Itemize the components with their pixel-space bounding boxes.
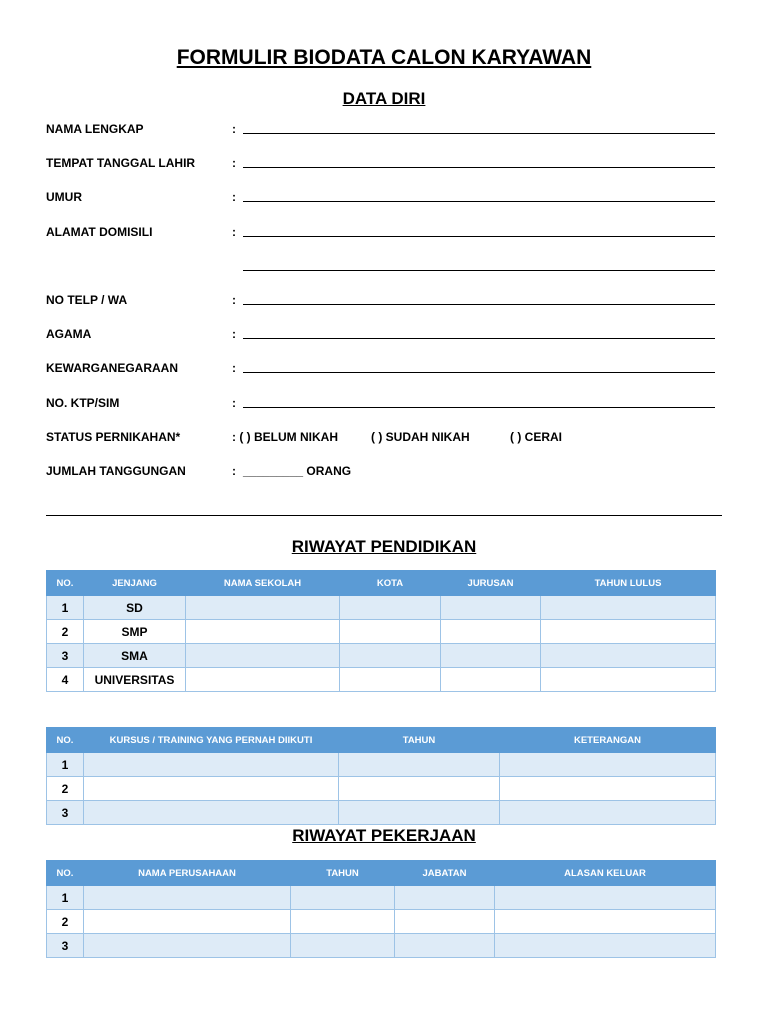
row-number: 1 bbox=[47, 596, 84, 620]
field-colon: : bbox=[232, 225, 236, 239]
cell-tahun-lulus[interactable] bbox=[541, 668, 716, 692]
cell-nama-perusahaan[interactable] bbox=[84, 886, 291, 910]
field-label-ttl: TEMPAT TANGGAL LAHIR bbox=[46, 156, 196, 170]
pekerjaan-table bbox=[46, 860, 716, 958]
cell-jabatan[interactable] bbox=[395, 886, 495, 910]
field-label-tanggungan: JUMLAH TANGGUNGAN bbox=[46, 464, 186, 478]
cell-alasan-keluar[interactable] bbox=[495, 934, 716, 958]
cell-nama-sekolah[interactable] bbox=[186, 644, 340, 668]
row-jenjang: SD bbox=[84, 596, 186, 620]
table-row bbox=[47, 620, 716, 644]
field-label-telp: NO TELP / WA bbox=[46, 293, 128, 307]
kursus-table bbox=[46, 727, 716, 825]
row-jenjang: SMP bbox=[84, 620, 186, 644]
cell-tahun[interactable] bbox=[291, 934, 395, 958]
field-line-nama[interactable] bbox=[243, 133, 715, 134]
cell-tahun[interactable] bbox=[339, 777, 500, 801]
header-jurusan: JURUSAN bbox=[441, 571, 541, 596]
field-line-ktp[interactable] bbox=[243, 407, 715, 408]
section-title-data-diri: DATA DIRI bbox=[342, 89, 426, 108]
row-jenjang: SMA bbox=[84, 644, 186, 668]
cell-jurusan[interactable] bbox=[441, 644, 541, 668]
row-number: 3 bbox=[47, 934, 84, 958]
pendidikan-table bbox=[46, 570, 716, 692]
row-number: 3 bbox=[47, 801, 84, 825]
table-row bbox=[47, 910, 716, 934]
row-number: 3 bbox=[47, 644, 84, 668]
cell-jabatan[interactable] bbox=[395, 934, 495, 958]
cell-kota[interactable] bbox=[340, 668, 441, 692]
field-colon: : bbox=[232, 122, 236, 136]
header-no: NO. bbox=[47, 728, 84, 753]
field-colon: : bbox=[232, 361, 236, 375]
field-colon: : bbox=[232, 464, 236, 478]
cell-kota[interactable] bbox=[340, 620, 441, 644]
field-label-nama: NAMA LENGKAP bbox=[46, 122, 144, 136]
row-number: 2 bbox=[47, 777, 84, 801]
header-no: NO. bbox=[47, 571, 84, 596]
table-row bbox=[47, 596, 716, 620]
field-colon: : bbox=[232, 327, 236, 341]
table-row bbox=[47, 668, 716, 692]
header-kursus: KURSUS / TRAINING YANG PERNAH DIIKUTI bbox=[84, 728, 339, 753]
cell-nama-perusahaan[interactable] bbox=[84, 934, 291, 958]
cell-keterangan[interactable] bbox=[500, 753, 716, 777]
cell-nama-perusahaan[interactable] bbox=[84, 910, 291, 934]
cell-kursus[interactable] bbox=[84, 753, 339, 777]
section-title-pendidikan: RIWAYAT PENDIDIKAN bbox=[291, 537, 477, 556]
cell-kursus[interactable] bbox=[84, 777, 339, 801]
field-label-alamat: ALAMAT DOMISILI bbox=[46, 225, 153, 239]
header-jenjang: JENJANG bbox=[84, 571, 186, 596]
status-option-belum-nikah[interactable]: : ( ) BELUM NIKAH bbox=[232, 430, 338, 444]
cell-jurusan[interactable] bbox=[441, 668, 541, 692]
field-label-umur: UMUR bbox=[46, 190, 82, 204]
header-tahun-lulus: TAHUN LULUS bbox=[541, 571, 716, 596]
row-number: 4 bbox=[47, 668, 84, 692]
row-jenjang: UNIVERSITAS bbox=[84, 668, 186, 692]
cell-tahun-lulus[interactable] bbox=[541, 620, 716, 644]
cell-nama-sekolah[interactable] bbox=[186, 620, 340, 644]
table-row bbox=[47, 886, 716, 910]
row-number: 1 bbox=[47, 753, 84, 777]
field-line-umur[interactable] bbox=[243, 201, 715, 202]
cell-tahun[interactable] bbox=[339, 753, 500, 777]
cell-tahun[interactable] bbox=[291, 886, 395, 910]
table-row bbox=[47, 753, 716, 777]
cell-jurusan[interactable] bbox=[441, 620, 541, 644]
field-line-alamat-1[interactable] bbox=[243, 236, 715, 237]
field-colon: : bbox=[232, 396, 236, 410]
field-label-status: STATUS PERNIKAHAN* bbox=[46, 430, 181, 444]
cell-nama-sekolah[interactable] bbox=[186, 668, 340, 692]
cell-kota[interactable] bbox=[340, 596, 441, 620]
header-tahun: TAHUN bbox=[291, 861, 395, 886]
header-keterangan: KETERANGAN bbox=[500, 728, 716, 753]
header-alasan-keluar: ALASAN KELUAR bbox=[495, 861, 716, 886]
table-row bbox=[47, 801, 716, 825]
cell-alasan-keluar[interactable] bbox=[495, 886, 716, 910]
cell-keterangan[interactable] bbox=[500, 801, 716, 825]
form-title: FORMULIR BIODATA CALON KARYAWAN bbox=[176, 46, 592, 69]
field-label-ktp: NO. KTP/SIM bbox=[46, 396, 120, 410]
header-no: NO. bbox=[47, 861, 84, 886]
field-line-ttl[interactable] bbox=[243, 167, 715, 168]
row-number: 1 bbox=[47, 886, 84, 910]
header-kota: KOTA bbox=[340, 571, 441, 596]
header-nama-perusahaan: NAMA PERUSAHAAN bbox=[84, 861, 291, 886]
field-line-telp[interactable] bbox=[243, 304, 715, 305]
cell-kursus[interactable] bbox=[84, 801, 339, 825]
cell-nama-sekolah[interactable] bbox=[186, 596, 340, 620]
tanggungan-value[interactable]: _________ ORANG bbox=[243, 464, 352, 478]
cell-tahun-lulus[interactable] bbox=[541, 644, 716, 668]
section-divider bbox=[46, 515, 722, 516]
row-number: 2 bbox=[47, 910, 84, 934]
cell-tahun[interactable] bbox=[339, 801, 500, 825]
cell-alasan-keluar[interactable] bbox=[495, 910, 716, 934]
cell-kota[interactable] bbox=[340, 644, 441, 668]
cell-tahun[interactable] bbox=[291, 910, 395, 934]
status-option-cerai[interactable]: ( ) CERAI bbox=[510, 430, 562, 444]
field-line-alamat-2[interactable] bbox=[243, 270, 715, 271]
cell-jurusan[interactable] bbox=[441, 596, 541, 620]
field-label-kewarganegaraan: KEWARGANEGARAAN bbox=[46, 361, 178, 375]
field-label-agama: AGAMA bbox=[46, 327, 92, 341]
header-jabatan: JABATAN bbox=[395, 861, 495, 886]
cell-tahun-lulus[interactable] bbox=[541, 596, 716, 620]
table-row bbox=[47, 777, 716, 801]
section-title-pekerjaan: RIWAYAT PEKERJAAN bbox=[292, 826, 476, 845]
status-option-sudah-nikah[interactable]: ( ) SUDAH NIKAH bbox=[371, 430, 470, 444]
field-colon: : bbox=[232, 190, 236, 204]
table-row bbox=[47, 644, 716, 668]
field-line-agama[interactable] bbox=[243, 338, 715, 339]
header-tahun: TAHUN bbox=[339, 728, 500, 753]
cell-jabatan[interactable] bbox=[395, 910, 495, 934]
field-colon: : bbox=[232, 293, 236, 307]
field-colon: : bbox=[232, 156, 236, 170]
field-line-kewarganegaraan[interactable] bbox=[243, 372, 715, 373]
row-number: 2 bbox=[47, 620, 84, 644]
header-nama-sekolah: NAMA SEKOLAH bbox=[186, 571, 340, 596]
cell-keterangan[interactable] bbox=[500, 777, 716, 801]
table-row bbox=[47, 934, 716, 958]
